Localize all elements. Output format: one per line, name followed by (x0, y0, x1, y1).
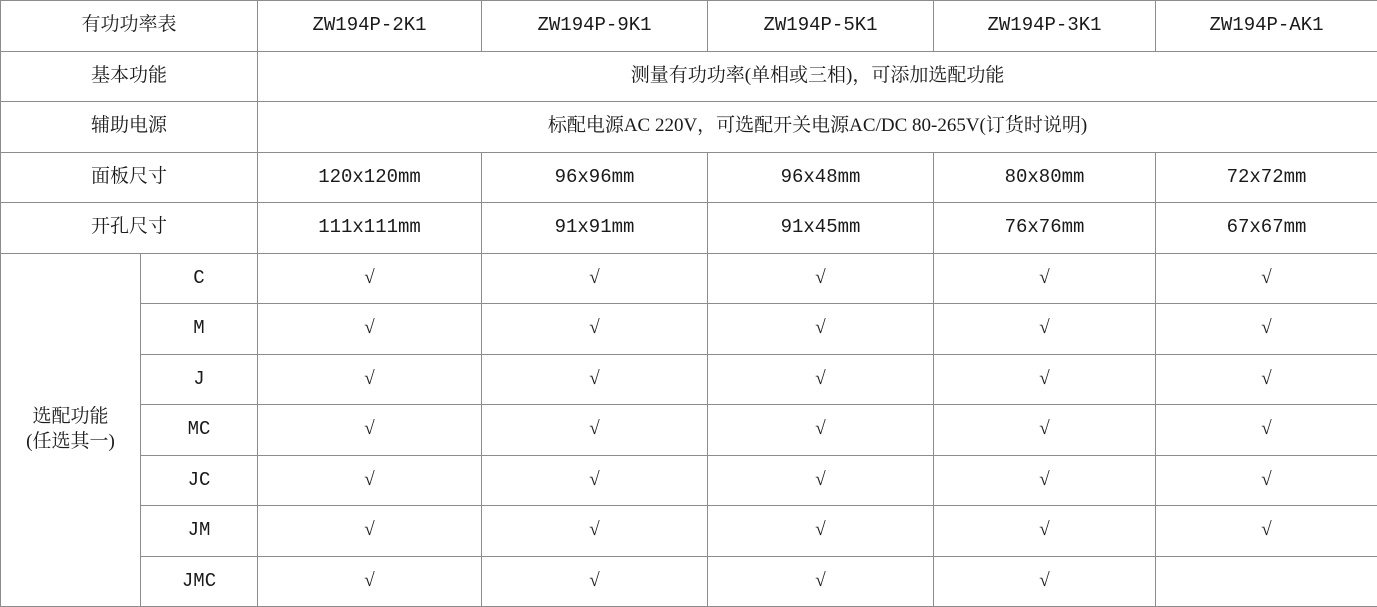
option-m-mark-4: √ (934, 304, 1156, 355)
option-jm-mark-2: √ (482, 506, 708, 557)
cutout-size-4: 76x76mm (934, 203, 1156, 254)
cutout-size-2: 91x91mm (482, 203, 708, 254)
model-cell-3: ZW194P-5K1 (708, 1, 934, 52)
option-jmc-mark-4: √ (934, 556, 1156, 607)
option-code-jm: JM (141, 506, 258, 557)
table-row-basic-function (1, 51, 1377, 102)
table-row-option-j (1, 354, 1377, 405)
table-row-option-m (1, 304, 1377, 355)
option-j-mark-2: √ (482, 354, 708, 405)
model-cell-1: ZW194P-2K1 (258, 1, 482, 52)
option-m-mark-5: √ (1156, 304, 1377, 355)
option-jmc-mark-5 (1156, 556, 1377, 607)
table-row-option-mc (1, 405, 1377, 456)
row-header-aux-power: 辅助电源 (1, 102, 258, 153)
option-jmc-mark-1: √ (258, 556, 482, 607)
model-cell-2: ZW194P-9K1 (482, 1, 708, 52)
panel-size-4: 80x80mm (934, 152, 1156, 203)
option-m-mark-1: √ (258, 304, 482, 355)
table-row-cutout-size (1, 203, 1377, 254)
option-jc-mark-5: √ (1156, 455, 1377, 506)
panel-size-2: 96x96mm (482, 152, 708, 203)
option-jc-mark-2: √ (482, 455, 708, 506)
option-m-mark-2: √ (482, 304, 708, 355)
option-jc-mark-1: √ (258, 455, 482, 506)
option-j-mark-5: √ (1156, 354, 1377, 405)
optional-functions-label-line2: (任选其一) (26, 430, 115, 452)
option-jm-mark-1: √ (258, 506, 482, 557)
table-row-option-jc (1, 455, 1377, 506)
option-jm-mark-5: √ (1156, 506, 1377, 557)
row-header-cutout-size: 开孔尺寸 (1, 203, 258, 254)
option-jm-mark-4: √ (934, 506, 1156, 557)
panel-size-1: 120x120mm (258, 152, 482, 203)
option-c-mark-2: √ (482, 253, 708, 304)
aux-power-value: 标配电源AC 220V，可选配开关电源AC/DC 80-265V(订货时说明) (258, 102, 1377, 153)
option-code-c: C (141, 253, 258, 304)
basic-function-value: 测量有功功率(单相或三相)，可添加选配功能 (258, 51, 1377, 102)
table-row-panel-size (1, 152, 1377, 203)
option-c-mark-5: √ (1156, 253, 1377, 304)
option-jmc-mark-2: √ (482, 556, 708, 607)
option-j-mark-3: √ (708, 354, 934, 405)
option-code-jc: JC (141, 455, 258, 506)
table-row-aux-power (1, 102, 1377, 153)
row-header-basic-function: 基本功能 (1, 51, 258, 102)
option-m-mark-3: √ (708, 304, 934, 355)
panel-size-3: 96x48mm (708, 152, 934, 203)
option-mc-mark-4: √ (934, 405, 1156, 456)
option-mc-mark-2: √ (482, 405, 708, 456)
option-code-jmc: JMC (141, 556, 258, 607)
cutout-size-5: 67x67mm (1156, 203, 1377, 254)
option-code-j: J (141, 354, 258, 405)
row-header-product-title: 有功功率表 (1, 1, 258, 52)
option-mc-mark-1: √ (258, 405, 482, 456)
option-c-mark-4: √ (934, 253, 1156, 304)
option-j-mark-4: √ (934, 354, 1156, 405)
table-row-option-jm (1, 506, 1377, 557)
option-mc-mark-5: √ (1156, 405, 1377, 456)
panel-size-5: 72x72mm (1156, 152, 1377, 203)
option-jc-mark-3: √ (708, 455, 934, 506)
option-mc-mark-3: √ (708, 405, 934, 456)
option-code-m: M (141, 304, 258, 355)
option-c-mark-1: √ (258, 253, 482, 304)
option-jc-mark-4: √ (934, 455, 1156, 506)
model-cell-5: ZW194P-AK1 (1156, 1, 1377, 52)
option-c-mark-3: √ (708, 253, 934, 304)
cutout-size-1: 111x111mm (258, 203, 482, 254)
table-row-title (1, 1, 1377, 52)
row-header-panel-size: 面板尺寸 (1, 152, 258, 203)
option-jmc-mark-3: √ (708, 556, 934, 607)
option-j-mark-1: √ (258, 354, 482, 405)
optional-functions-label-line1: 选配功能 (32, 406, 109, 428)
option-jm-mark-3: √ (708, 506, 934, 557)
table-row-option-c (1, 253, 1377, 304)
model-cell-4: ZW194P-3K1 (934, 1, 1156, 52)
option-code-mc: MC (141, 405, 258, 456)
table-row-option-jmc (1, 556, 1377, 607)
cutout-size-3: 91x45mm (708, 203, 934, 254)
row-header-optional-functions (1, 253, 141, 607)
